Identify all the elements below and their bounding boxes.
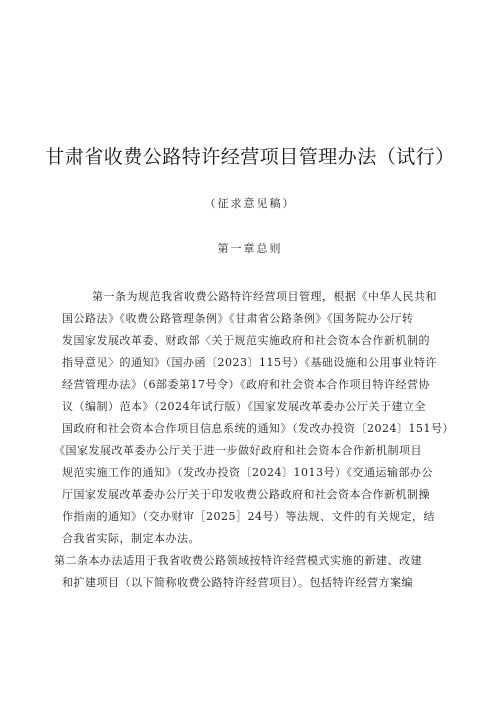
- body-line: 作指南的通知》（交办财审［2025］24号）等法规、文件的有关规定，结: [62, 510, 435, 523]
- body-line: 发国家发展改革委、财政部〈关于规范实施政府和社会资本合作新机制的: [62, 334, 430, 347]
- document-subtitle: （征求意见稿）: [204, 197, 296, 210]
- document-title: 甘肃省收费公路特许经营项目管理办法（试行）: [45, 146, 455, 168]
- body-line: 和扩建项目（以下简称收费公路特许经营项目）。包括特许经营方案编: [62, 576, 413, 589]
- body-line: 合我省实际，制定本办法。: [62, 532, 200, 545]
- document-body: [54, 286, 454, 594]
- body-line: 议（编制）范本》（2024年试行版）《国家发展改革委办公厅关于建立全: [62, 400, 426, 413]
- chapter-heading: 第一章总则: [217, 242, 283, 255]
- body-line: 国公路法》《收费公路管理条例》《甘肃省公路条例》《国务院办公厅转: [62, 312, 414, 325]
- body-line: 《国家发展改革委办公厅关于进一步做好政府和社会资本合作新机制项目: [54, 444, 422, 457]
- body-line: 第二条本办法适用于我省收费公路领域按特许经营模式实施的新建、改建: [54, 554, 422, 567]
- body-line: 国政府和社会资本合作项目信息系统的通知》（发改办投资〔2024〕151号）: [62, 422, 454, 435]
- body-line: 规范实施工作的通知》（发改办投资〔2024〕1013号）《交通运输部办公: [62, 466, 433, 479]
- body-line: 指导意见〉的通知》（国办函〔2023〕115号）《基础设施和公用事业特许: [62, 356, 437, 369]
- body-line: 经营管理办法》（6部委第17号令）《政府和社会资本合作项目特许经营协: [62, 378, 430, 391]
- body-line: 第一条为规范我省收费公路特许经营项目管理，根据《中华人民共和: [92, 290, 437, 303]
- body-line: 厅国家发展改革委办公厅关于印发收费公路政府和社会资本合作新机制操: [62, 488, 430, 501]
